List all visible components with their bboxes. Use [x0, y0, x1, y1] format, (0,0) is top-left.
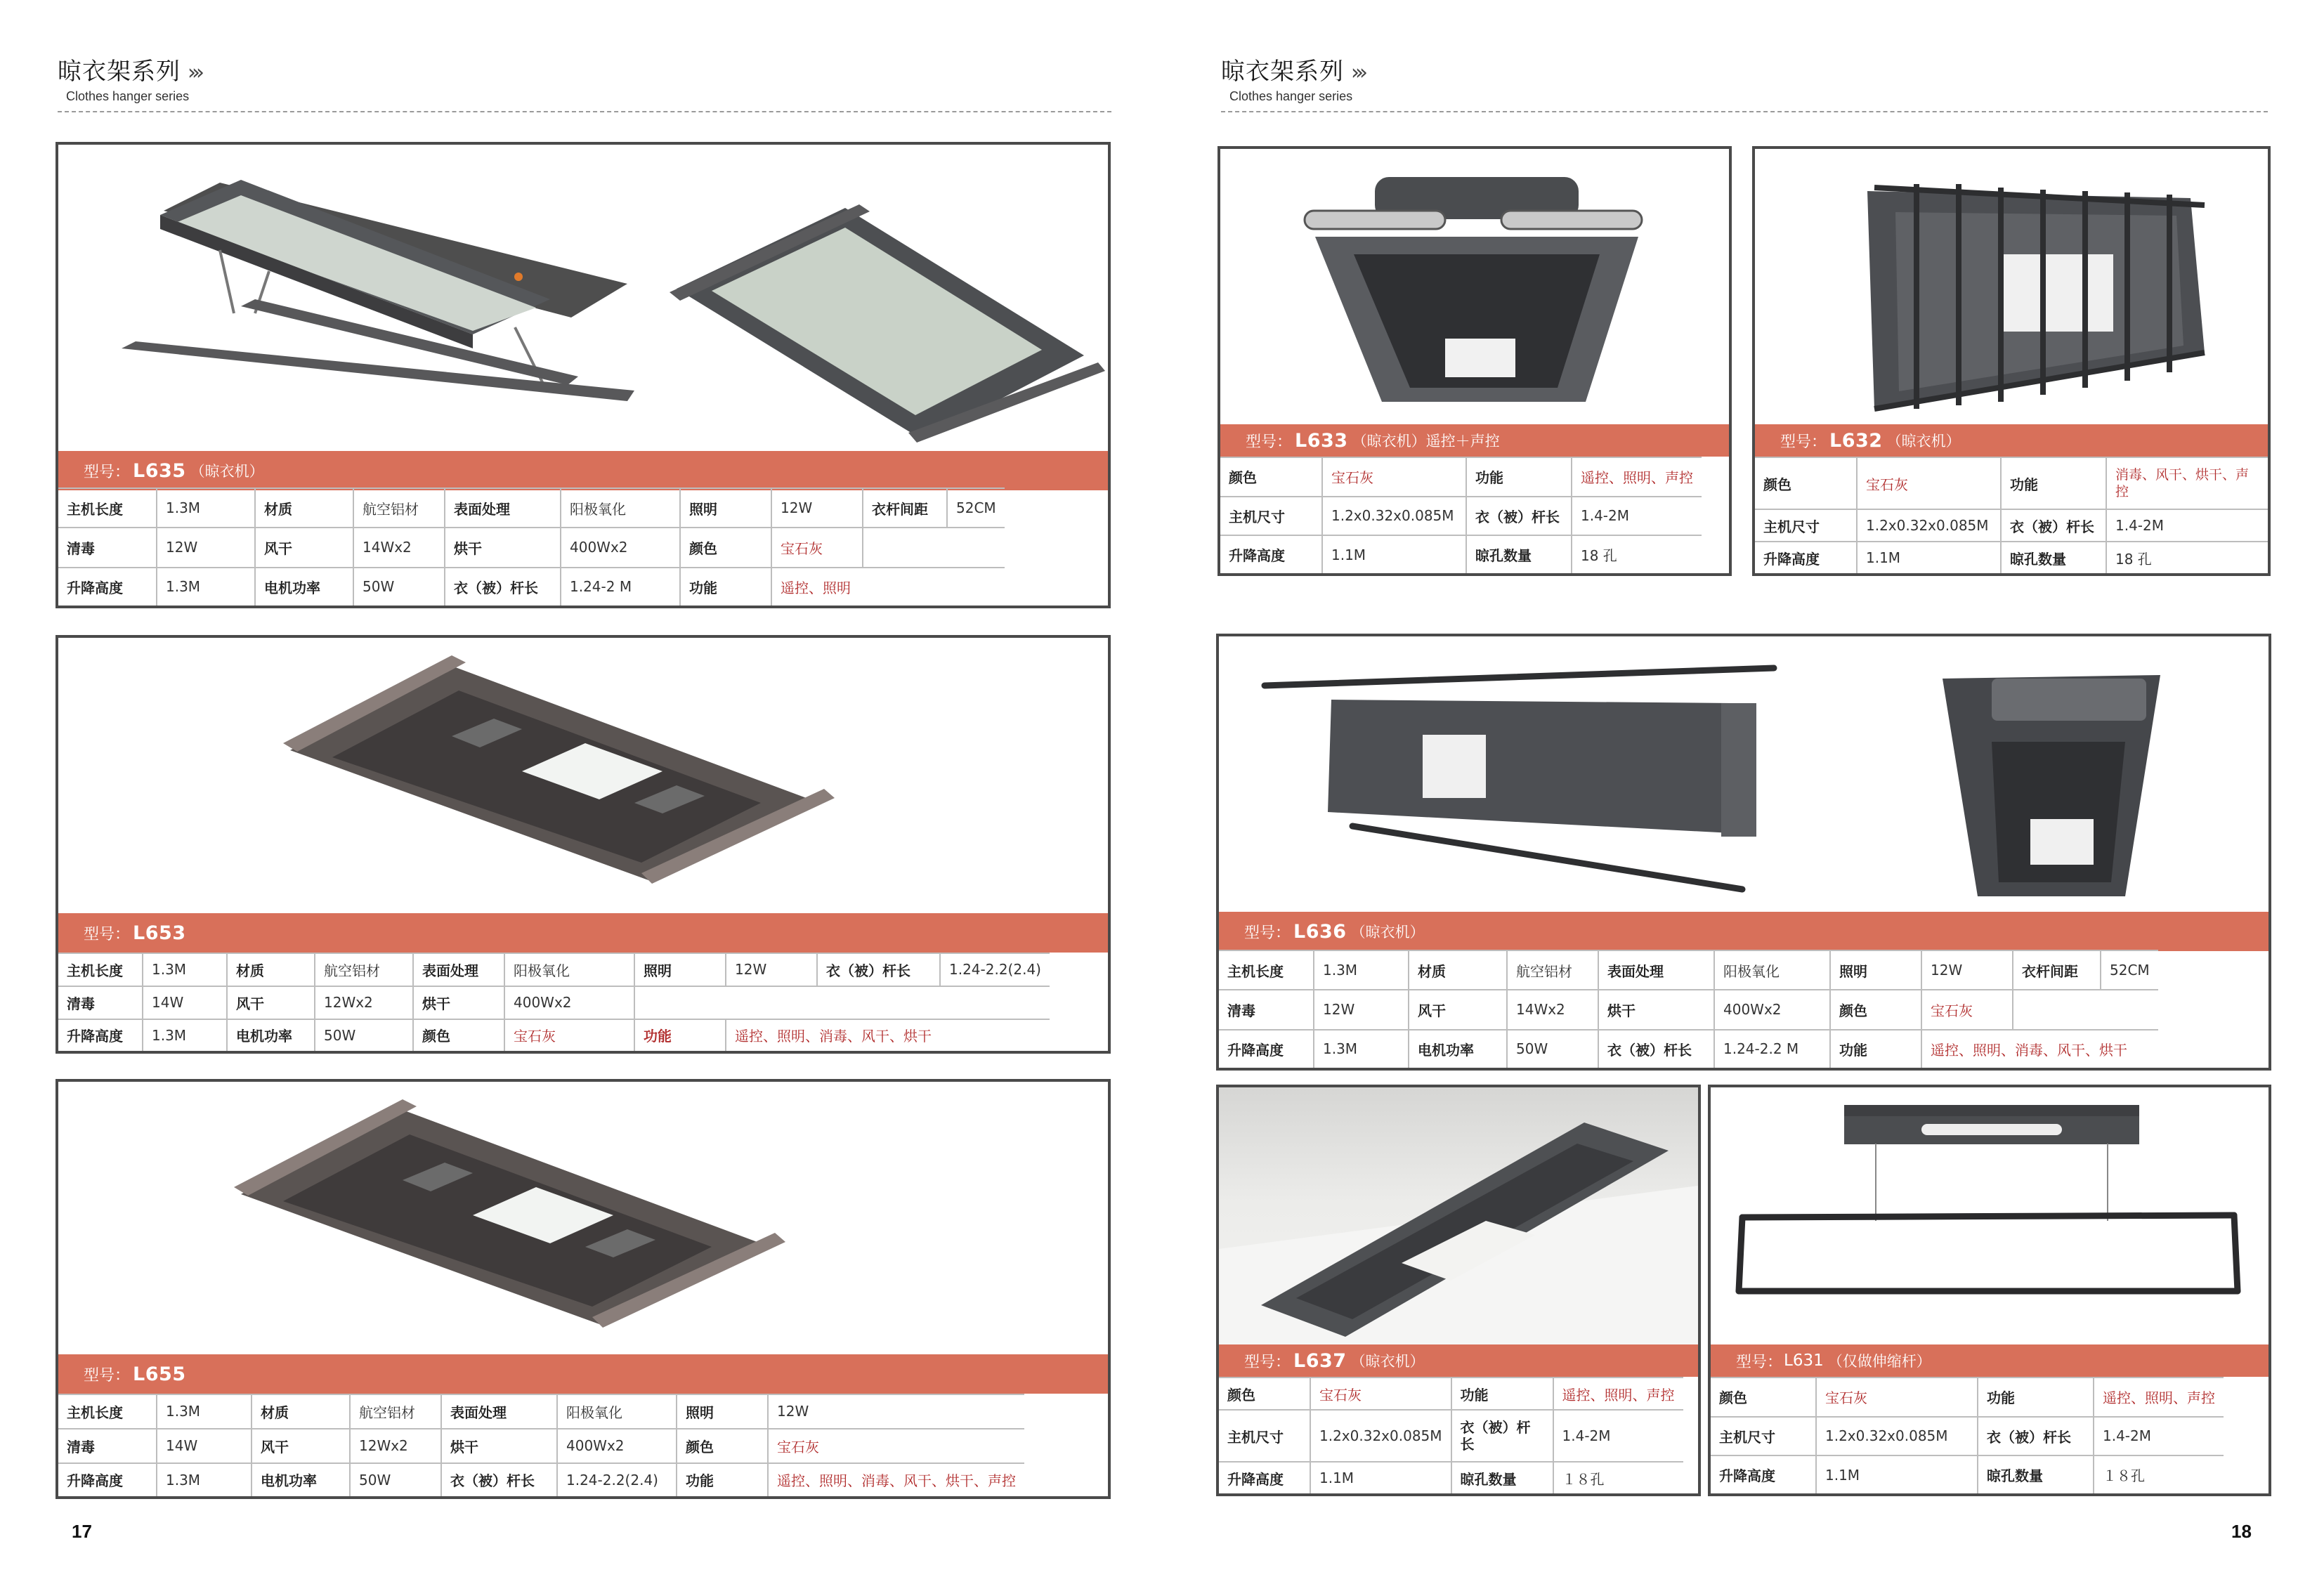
page-number-left: 17: [72, 1521, 92, 1542]
product-card-l653: [56, 635, 1111, 1054]
product-image-l632: [1755, 149, 2268, 424]
header-divider: [58, 111, 1111, 112]
spec-table-l655: [58, 1394, 1024, 1496]
table-row: 清毒 12W 风干 14Wx2 烘干 400Wx2 颜色 宝石灰: [1219, 990, 2158, 1029]
spec-table-l637: [1219, 1377, 1683, 1493]
spec-table-l635: [58, 488, 1005, 606]
product-image-l637: [1219, 1087, 1698, 1344]
table-row: 升降高度 1.3M 电机功率 50W 衣（被）杆长 1.24-2.2(2.4) 功能 遥控、照明、消毒、风干、烘干、声控: [58, 1463, 1024, 1496]
product-card-l655: [56, 1079, 1111, 1499]
product-image-l635: [58, 145, 1108, 451]
spec-table-l632: [1755, 457, 2268, 573]
table-row: 升降高度 1.1M 晾孔数量 １８孔: [1711, 1455, 2224, 1493]
model-number: L655: [133, 1363, 186, 1385]
page-number-right: 18: [2231, 1521, 2252, 1542]
model-number: L631: [1784, 1352, 1824, 1370]
product-image-l633: [1220, 149, 1729, 424]
product-card-l635: [56, 142, 1111, 608]
model-bar: 型号： L637 （晾衣机）: [1219, 1344, 1698, 1377]
table-row: 主机尺寸 1.2x0.32x0.085M 衣（被）杆长 1.4-2M: [1711, 1417, 2224, 1456]
table-row: 清毒 14W 风干 12Wx2 烘干 400Wx2: [58, 986, 1050, 1019]
table-row: 主机尺寸 1.2x0.32x0.085M 衣（被）杆长 1.4-2M: [1755, 509, 2268, 542]
product-card-l637: [1216, 1085, 1701, 1496]
model-number: L637: [1293, 1349, 1347, 1372]
model-bar: 型号： L636 （晾衣机）: [1219, 912, 2268, 951]
table-row: 升降高度 1.1M 晾孔数量 18 孔: [1755, 542, 2268, 573]
series-title: 晾衣架系列: [1221, 58, 1344, 86]
series-subtitle: Clothes hanger series: [1229, 89, 1353, 103]
table-row: 升降高度 1.3M 电机功率 50W 颜色 宝石灰 功能 遥控、照明、消毒、风干、烘干: [58, 1019, 1050, 1051]
table-row: 升降高度 1.1M 晾孔数量 18 孔: [1220, 535, 1702, 573]
model-bar: 型号： L632 （晾衣机）: [1755, 424, 2268, 457]
model-bar: 型号： L635 （晾衣机）: [58, 451, 1108, 490]
table-row: 主机长度 1.3M 材质 航空铝材 表面处理 阳极氧化 照明 12W 衣杆间距 52CM: [58, 488, 1005, 528]
table-row: 颜色 宝石灰 功能 遥控、照明、声控: [1711, 1378, 2224, 1417]
spec-table-l633: [1220, 457, 1702, 573]
product-image-l655: [58, 1082, 1108, 1354]
product-card-l633: [1218, 146, 1732, 576]
table-row: 升降高度 1.3M 电机功率 50W 衣（被）杆长 1.24-2 M 功能 遥控、照明: [58, 568, 1005, 606]
spec-table-l636: [1219, 950, 2158, 1068]
product-image-l636: [1219, 636, 2268, 912]
spec-table-l631: [1711, 1377, 2224, 1493]
table-row: 主机尺寸 1.2x0.32x0.085M 衣（被）杆长 1.4-2M: [1220, 497, 1702, 536]
series-title: 晾衣架系列: [58, 58, 181, 86]
spec-table-l653: [58, 953, 1050, 1051]
table-row: 颜色 宝石灰 功能 遥控、照明、声控: [1219, 1378, 1683, 1410]
model-bar: 型号： L633 （晾衣机）遥控＋声控: [1220, 424, 1729, 457]
product-image-l631: [1711, 1087, 2268, 1344]
table-row: 颜色 宝石灰 功能 消毒、风干、烘干、声控: [1755, 457, 2268, 509]
model-bar: 型号： L655: [58, 1354, 1108, 1394]
product-image-l653: [58, 638, 1108, 913]
model-bar: 型号： L631 （仅做伸缩杆）: [1711, 1344, 2268, 1377]
header-divider: [1221, 111, 2268, 112]
chevrons-icon: ›››: [1351, 60, 1364, 85]
table-row: 升降高度 1.1M 晾孔数量 １８孔: [1219, 1462, 1683, 1493]
table-row: 主机长度 1.3M 材质 航空铝材 表面处理 阳极氧化 照明 12W 衣（被）杆长 1.24-2.2(2.4): [58, 953, 1050, 986]
table-row: 清毒 12W 风干 14Wx2 烘干 400Wx2 颜色 宝石灰: [58, 528, 1005, 567]
table-row: 升降高度 1.3M 电机功率 50W 衣（被）杆长 1.24-2.2 M 功能 遥控、照明、消毒、风干、烘干: [1219, 1030, 2158, 1068]
table-row: 主机长度 1.3M 材质 航空铝材 表面处理 阳极氧化 照明 12W 衣杆间距 52CM: [1219, 950, 2158, 990]
chevrons-icon: ›››: [188, 60, 200, 85]
model-number: L633: [1295, 429, 1348, 452]
series-subtitle: Clothes hanger series: [66, 89, 190, 103]
model-number: L653: [133, 922, 186, 944]
left-page-header: [58, 52, 200, 104]
product-card-l632: [1752, 146, 2271, 576]
model-number: L636: [1293, 920, 1347, 943]
table-row: 清毒 14W 风干 12Wx2 烘干 400Wx2 颜色 宝石灰: [58, 1429, 1024, 1463]
model-bar: 型号： L653: [58, 913, 1108, 953]
table-row: 颜色 宝石灰 功能 遥控、照明、声控: [1220, 457, 1702, 497]
table-row: 主机尺寸 1.2x0.32x0.085M 衣（被）杆长 1.4-2M: [1219, 1410, 1683, 1462]
product-card-l636: [1216, 634, 2271, 1071]
model-number: L632: [1829, 429, 1883, 452]
product-card-l631: [1708, 1085, 2271, 1496]
right-page-header: [1221, 52, 1364, 104]
table-row: 主机长度 1.3M 材质 航空铝材 表面处理 阳极氧化 照明 12W: [58, 1394, 1024, 1429]
model-number: L635: [133, 459, 186, 482]
